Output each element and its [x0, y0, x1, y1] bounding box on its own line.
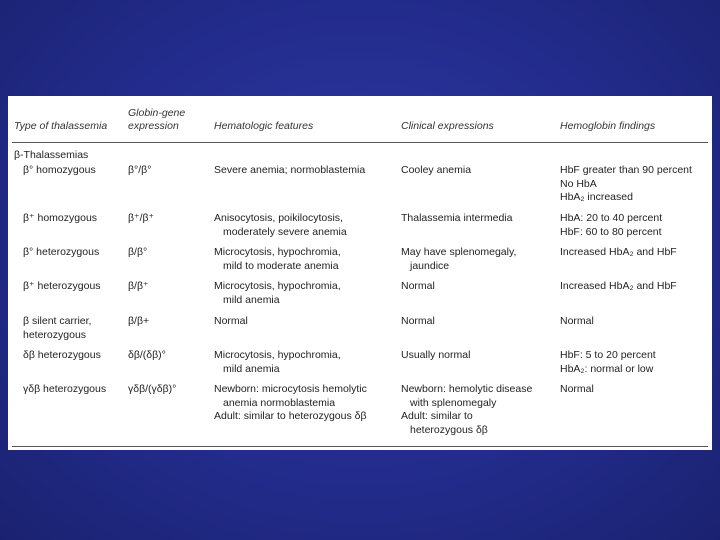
cell-text: Newborn: hemolytic disease	[401, 383, 533, 395]
cell-text: β°/β°	[128, 164, 152, 176]
cell-text: β° homozygous	[23, 164, 96, 176]
cell-hemoglobin	[560, 383, 710, 397]
cell-text: HbA₂ increased	[560, 191, 633, 204]
cell-text: Microcytosis, hypochromia,	[214, 246, 341, 258]
slide-content	[8, 96, 712, 450]
cell-text: β° heterozygous	[23, 246, 100, 258]
table-header	[8, 96, 712, 144]
cell-type	[14, 246, 126, 260]
cell-text: Adult: similar to heterozygous δβ	[214, 410, 367, 423]
cell-text: HbA: 20 to 40 percent	[560, 212, 663, 224]
cell-text: β⁺/β⁺	[128, 212, 155, 224]
cell-text: HbF: 5 to 20 percent	[560, 349, 656, 361]
cell-text: Normal	[560, 315, 594, 327]
cell-text: heterozygous	[23, 328, 87, 341]
cell-type	[14, 164, 126, 178]
group-label: β-Thalassemias	[14, 149, 89, 161]
cell-type	[14, 349, 126, 363]
cell-text: moderately severe anemia	[223, 225, 347, 238]
header-expression: Globin-gene expression	[128, 106, 186, 133]
cell-text: β silent carrier,	[23, 315, 92, 327]
cell-text: Normal	[214, 315, 248, 327]
cell-hemoglobin	[560, 280, 710, 294]
cell-expression	[128, 315, 212, 329]
cell-hematologic	[214, 246, 400, 273]
cell-text: β⁺ homozygous	[23, 212, 98, 224]
footer-rule	[12, 446, 708, 447]
cell-hematologic	[214, 315, 400, 329]
cell-text: HbF greater than 90 percent	[560, 164, 692, 176]
cell-expression	[128, 212, 212, 226]
cell-text: jaundice	[410, 259, 450, 272]
cell-expression	[128, 164, 212, 178]
cell-clinical	[401, 212, 559, 226]
header-hemoglobin: Hemoglobin findings	[560, 120, 656, 133]
header-rule	[12, 142, 708, 143]
cell-expression	[128, 280, 212, 294]
cell-clinical	[401, 315, 559, 329]
cell-text: γδβ/(γδβ)°	[128, 383, 177, 395]
cell-text: HbF: 60 to 80 percent	[560, 225, 662, 238]
cell-clinical	[401, 280, 559, 294]
cell-expression	[128, 383, 212, 397]
cell-text: β/β°	[128, 246, 148, 258]
cell-text: β/β⁺	[128, 280, 149, 292]
cell-hematologic	[214, 280, 400, 307]
cell-type	[14, 315, 126, 342]
cell-text: heterozygous δβ	[410, 423, 488, 436]
cell-clinical	[401, 383, 559, 437]
cell-text: β⁺ heterozygous	[23, 280, 101, 292]
cell-text: anemia normoblastemia	[223, 396, 336, 409]
cell-text: HbA₂: normal or low	[560, 362, 654, 375]
cell-expression	[128, 349, 212, 363]
cell-text: Increased HbA₂ and HbF	[560, 280, 677, 292]
cell-hemoglobin	[560, 212, 710, 239]
cell-type	[14, 383, 126, 397]
cell-text: δβ heterozygous	[23, 349, 101, 361]
cell-hemoglobin	[560, 315, 710, 329]
cell-text: Microcytosis, hypochromia,	[214, 280, 341, 292]
cell-hematologic	[214, 212, 400, 239]
cell-text: Increased HbA₂ and HbF	[560, 246, 677, 258]
cell-text: Thalassemia intermedia	[401, 212, 513, 224]
cell-clinical	[401, 246, 559, 273]
cell-text: Adult: similar to	[401, 410, 473, 423]
cell-expression	[128, 246, 212, 260]
cell-type	[14, 280, 126, 294]
cell-text: Normal	[401, 280, 435, 292]
cell-text: May have splenomegaly,	[401, 246, 517, 258]
cell-clinical	[401, 349, 559, 363]
header-clinical: Clinical expressions	[401, 120, 494, 133]
cell-hematologic	[214, 164, 400, 178]
cell-hemoglobin	[560, 246, 710, 260]
cell-hemoglobin	[560, 349, 710, 376]
cell-text: Cooley anemia	[401, 164, 472, 176]
cell-hematologic	[214, 349, 400, 376]
cell-text: δβ/(δβ)°	[128, 349, 166, 361]
cell-text: γδβ heterozygous	[23, 383, 107, 395]
cell-text: Anisocytosis, poikilocytosis,	[214, 212, 343, 224]
cell-text: Normal	[560, 383, 594, 395]
cell-text: Normal	[401, 315, 435, 327]
cell-text: mild to moderate anemia	[223, 259, 339, 272]
cell-text: Usually normal	[401, 349, 471, 361]
cell-hemoglobin	[560, 164, 710, 205]
cell-text: Microcytosis, hypochromia,	[214, 349, 341, 361]
cell-text: with splenomegaly	[410, 396, 497, 409]
cell-hematologic	[214, 383, 400, 424]
cell-type	[14, 212, 126, 226]
cell-text: No HbA	[560, 177, 597, 190]
cell-text: β/β+	[128, 315, 150, 327]
cell-text: Newborn: microcytosis hemolytic	[214, 383, 367, 395]
cell-text: mild anemia	[223, 362, 280, 375]
header-type: Type of thalassemia	[14, 120, 108, 133]
header-hematologic: Hematologic features	[214, 120, 314, 133]
cell-text: Severe anemia; normoblastemia	[214, 164, 366, 176]
cell-text: mild anemia	[223, 293, 280, 306]
cell-clinical	[401, 164, 559, 178]
